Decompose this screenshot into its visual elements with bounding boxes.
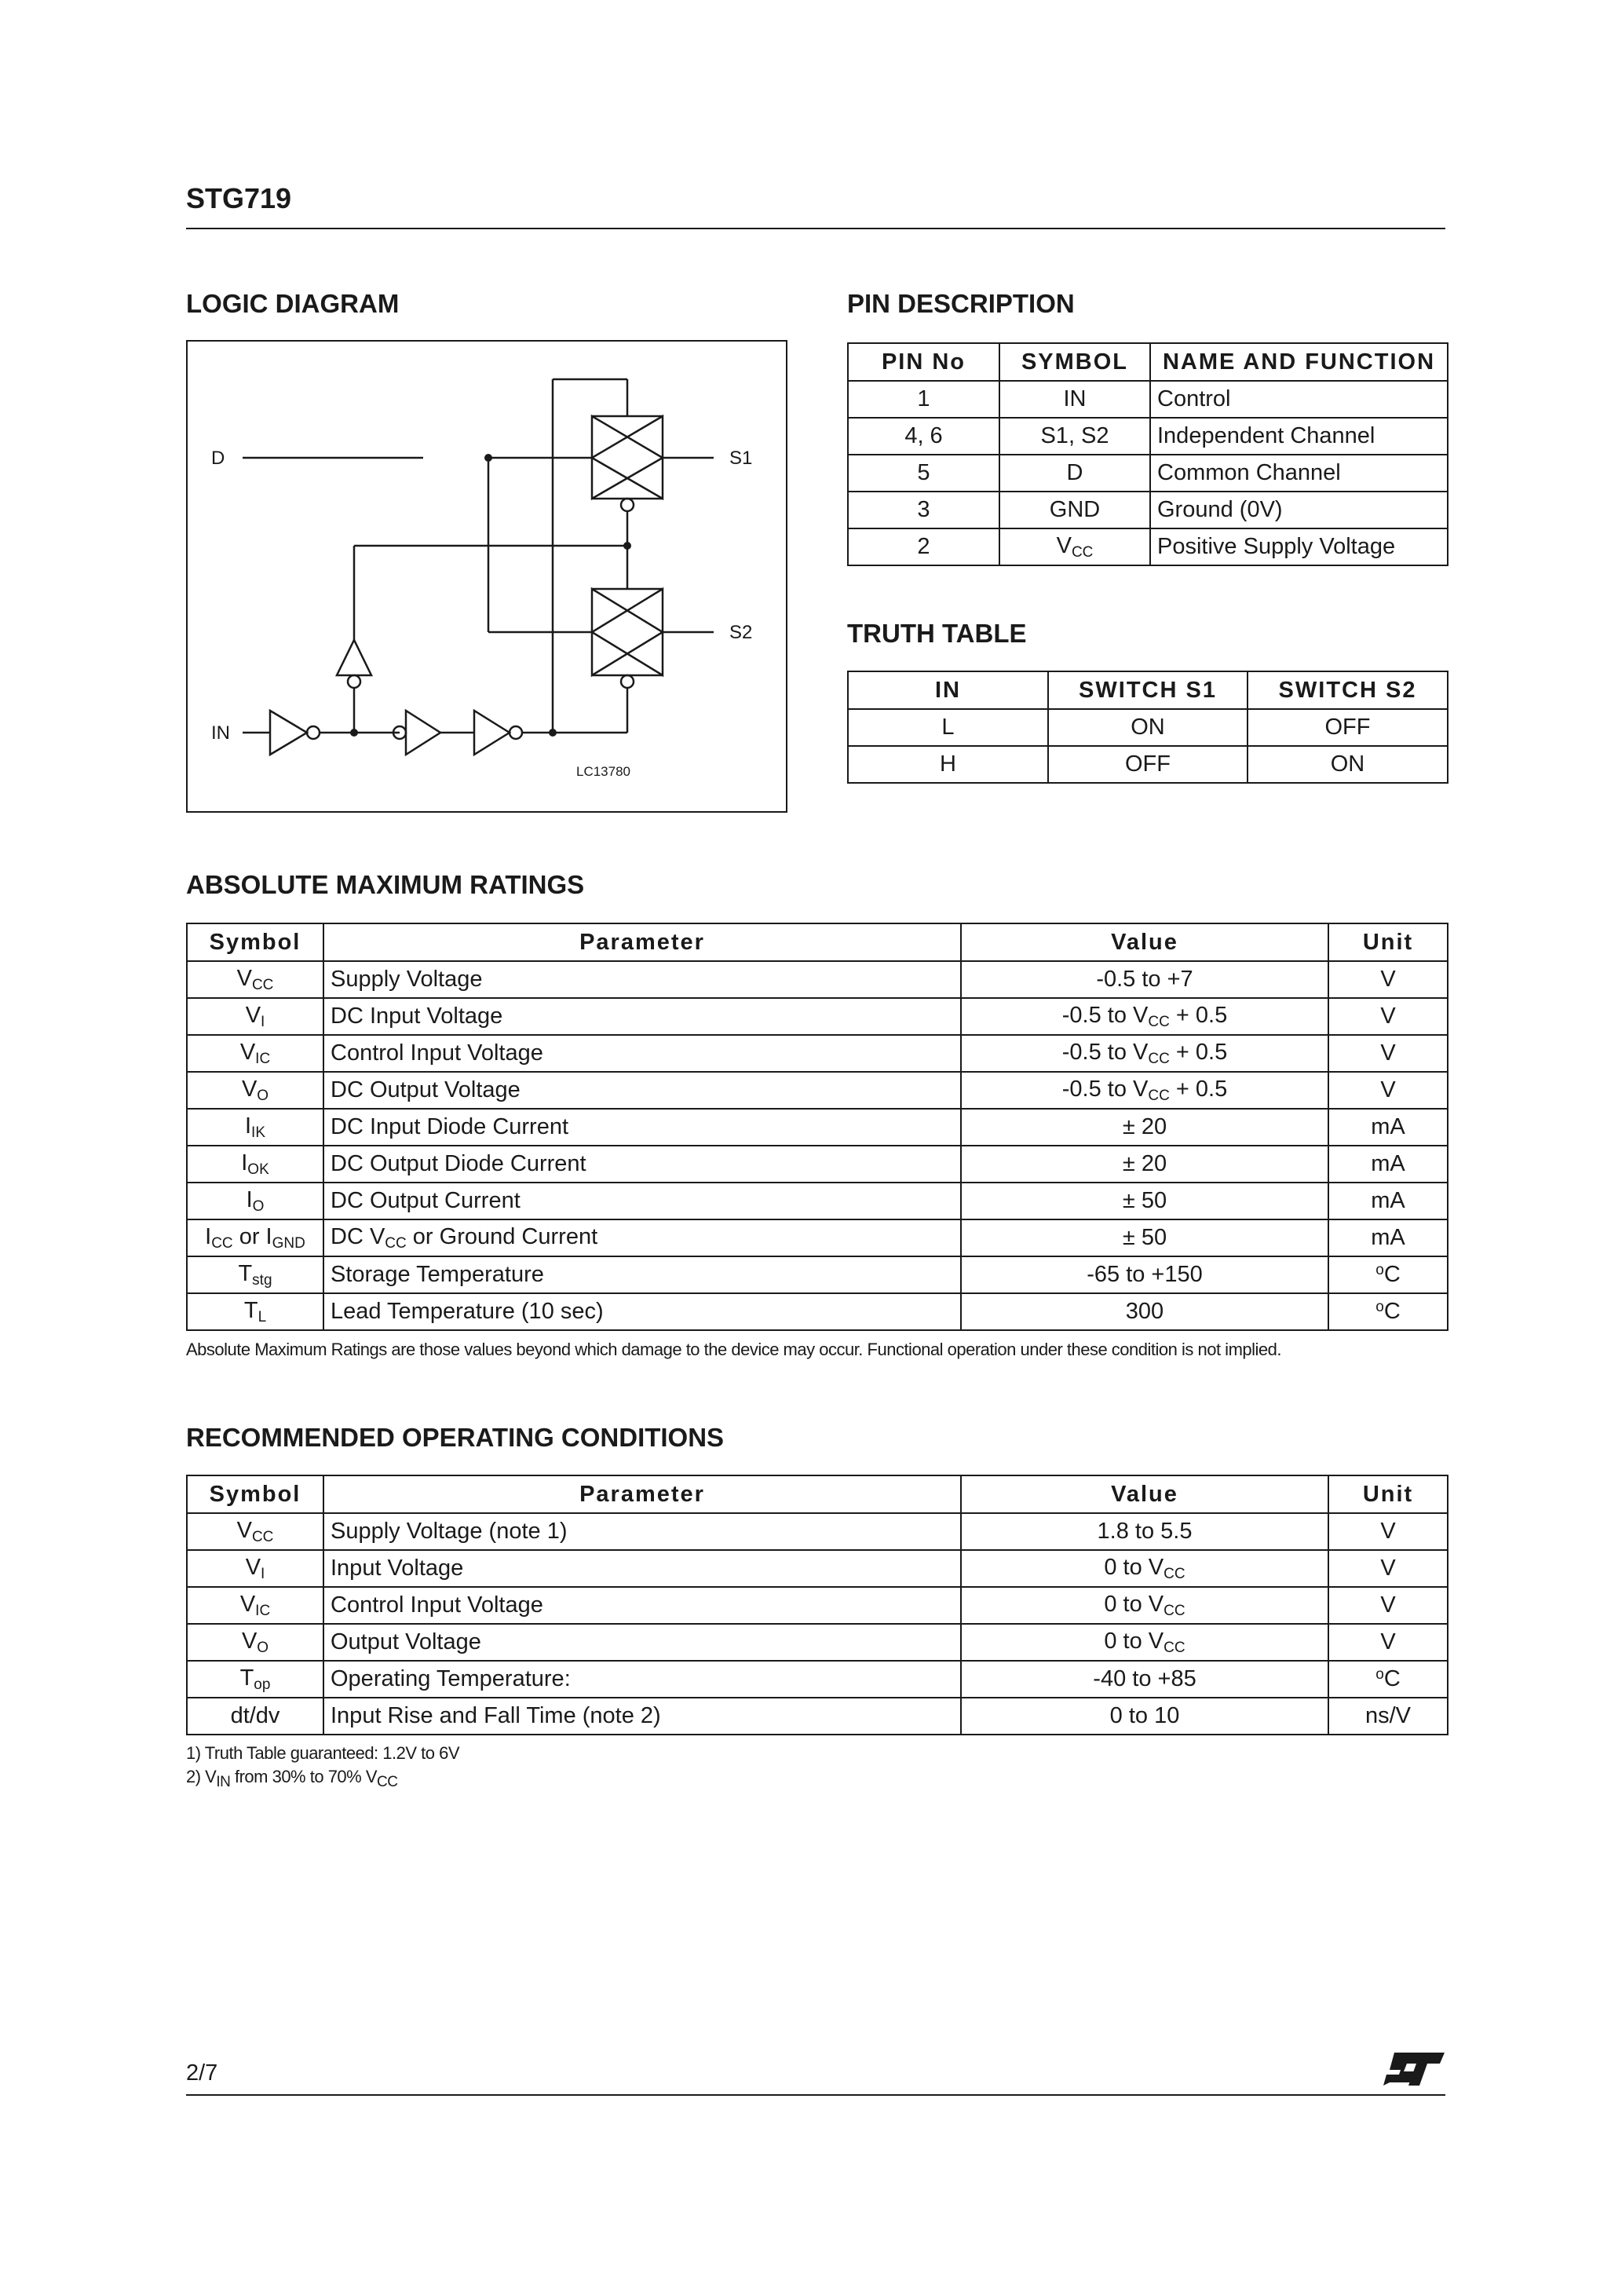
unit-cell: mA: [1328, 1146, 1448, 1183]
value-cell: -0.5 to +7: [961, 961, 1328, 998]
symbol-cell: $V_I$: [187, 1550, 323, 1587]
page-number: 2/7: [186, 2060, 218, 2086]
table-row: [187, 1072, 1448, 1109]
parameter-cell: DC Input Diode Current: [323, 1109, 961, 1146]
column-header: Value: [961, 1475, 1328, 1513]
table-header-row: [848, 671, 1448, 709]
column-header: Symbol: [187, 1475, 323, 1513]
unit-cell: V: [1328, 1550, 1448, 1587]
symbol-cell: $I_{CC}$ or $I_{GND}$: [187, 1219, 323, 1256]
value-cell: -65 to +150: [961, 1256, 1328, 1293]
value-cell: 0 to $V_{CC}$: [961, 1624, 1328, 1661]
logic-diagram-frame: [186, 340, 787, 813]
column-header: SWITCH S1: [1048, 671, 1248, 709]
symbol-cell: $V_O$: [187, 1072, 323, 1109]
table-row: [187, 1256, 1448, 1293]
parameter-cell: Supply Voltage: [323, 961, 961, 998]
cell: H: [848, 746, 1048, 783]
column-header: NAME AND FUNCTION: [1150, 343, 1448, 381]
label-s2: S2: [729, 622, 753, 643]
column-header: IN: [848, 671, 1048, 709]
unit-cell: V: [1328, 1513, 1448, 1550]
parameter-cell: Control Input Voltage: [323, 1587, 961, 1624]
footer-rule: [186, 2094, 1445, 2096]
symbol-cell: $I_{OK}$: [187, 1146, 323, 1183]
symbol-cell: $V_I$: [187, 998, 323, 1035]
st-logo-icon: [1226, 1894, 1446, 2091]
table-header-row: [187, 923, 1448, 961]
unit-cell: mA: [1328, 1219, 1448, 1256]
symbol-cell: $I_O$: [187, 1183, 323, 1219]
symbol-cell: $V_{CC}$: [187, 1513, 323, 1550]
value-cell: 0 to $V_{CC}$: [961, 1550, 1328, 1587]
value-cell: ± 50: [961, 1219, 1328, 1256]
value-cell: 0 to $V_{CC}$: [961, 1587, 1328, 1624]
symbol-cell: $V_{CC}$: [187, 961, 323, 998]
table-row: [848, 418, 1448, 455]
value-cell: -0.5 to $V_{CC} + 0.5$: [961, 1035, 1328, 1072]
label-in: IN: [211, 722, 230, 744]
pin-description-table: [847, 342, 1448, 566]
cell: 4, 6: [848, 418, 999, 455]
table-row: [187, 1146, 1448, 1183]
table-header-row: [187, 1475, 1448, 1513]
table-row: [187, 961, 1448, 998]
cell: OFF: [1048, 746, 1248, 783]
value-cell: ± 50: [961, 1183, 1328, 1219]
unit-cell: V: [1328, 1035, 1448, 1072]
cell: S1, S2: [999, 418, 1150, 455]
parameter-cell: Control Input Voltage: [323, 1035, 961, 1072]
cell: Control: [1150, 381, 1448, 418]
column-header: Parameter: [323, 1475, 961, 1513]
recommended-table: [186, 1475, 1448, 1735]
unit-cell: mA: [1328, 1109, 1448, 1146]
cell: IN: [999, 381, 1150, 418]
cell: Positive Supply Voltage: [1150, 528, 1448, 565]
pin-description-heading: PIN DESCRIPTION: [847, 289, 1075, 318]
table-row: [187, 1624, 1448, 1661]
recommended-note-2: 2) $V_{IN}$ from 30% to 70% $V_{CC}$: [186, 1767, 398, 1790]
table-row: [848, 455, 1448, 492]
absolute-max-heading: ABSOLUTE MAXIMUM RATINGS: [186, 870, 585, 899]
logic-diagram-heading: LOGIC DIAGRAM: [186, 289, 400, 318]
symbol-cell: $V_{IC}$: [187, 1035, 323, 1072]
symbol-cell: $T_{stg}$: [187, 1256, 323, 1293]
symbol-cell: $T_L$: [187, 1293, 323, 1330]
column-header: Parameter: [323, 923, 961, 961]
document-title: STG719: [186, 182, 292, 214]
cell: $V_{CC}$: [999, 528, 1150, 565]
cell: 1: [848, 381, 999, 418]
unit-cell: V: [1328, 1587, 1448, 1624]
cell: D: [999, 455, 1150, 492]
symbol-cell: $V_O$: [187, 1624, 323, 1661]
table-row: [848, 528, 1448, 565]
cell: 3: [848, 492, 999, 528]
symbol-cell: $V_{IC}$: [187, 1587, 323, 1624]
table-header-row: [848, 343, 1448, 381]
label-code: LC13780: [576, 764, 631, 779]
parameter-cell: DC Output Voltage: [323, 1072, 961, 1109]
value-cell: 1.8 to 5.5: [961, 1513, 1328, 1550]
truth-table-heading: TRUTH TABLE: [847, 619, 1027, 648]
symbol-cell: $I_{IK}$: [187, 1109, 323, 1146]
value-cell: ± 20: [961, 1109, 1328, 1146]
logic-diagram-svg: [188, 342, 786, 811]
table-row: [187, 1587, 1448, 1624]
cell: Ground (0V): [1150, 492, 1448, 528]
unit-cell: $^o$C: [1328, 1293, 1448, 1330]
logo-text: ST: [1226, 1894, 1228, 1895]
cell: ON: [1248, 746, 1448, 783]
unit-cell: $^o$C: [1328, 1256, 1448, 1293]
cell: Common Channel: [1150, 455, 1448, 492]
truth-table: [847, 671, 1448, 784]
value-cell: -0.5 to $V_{CC} + 0.5$: [961, 998, 1328, 1035]
parameter-cell: DC Output Diode Current: [323, 1146, 961, 1183]
parameter-cell: DC Output Current: [323, 1183, 961, 1219]
recommended-note-1: 1) Truth Table guaranteed: 1.2V to 6V: [186, 1743, 460, 1763]
parameter-cell: Storage Temperature: [323, 1256, 961, 1293]
table-row: [187, 1550, 1448, 1587]
table-row: [187, 1661, 1448, 1698]
cell: ON: [1048, 709, 1248, 746]
cell: 2: [848, 528, 999, 565]
table-row: [187, 1293, 1448, 1330]
header-rule: [186, 228, 1445, 229]
value-cell: -40 to +85: [961, 1661, 1328, 1698]
unit-cell: V: [1328, 1072, 1448, 1109]
unit-cell: V: [1328, 961, 1448, 998]
value-cell: ± 20: [961, 1146, 1328, 1183]
column-header: Value: [961, 923, 1328, 961]
parameter-cell: DC $V_{CC}$ or Ground Current: [323, 1219, 961, 1256]
parameter-cell: Input Voltage: [323, 1550, 961, 1587]
parameter-cell: Operating Temperature:: [323, 1661, 961, 1698]
cell: Independent Channel: [1150, 418, 1448, 455]
value-cell: 0 to 10: [961, 1698, 1328, 1735]
table-row: [187, 1035, 1448, 1072]
column-header: SYMBOL: [999, 343, 1150, 381]
absolute-max-table: [186, 923, 1448, 1331]
unit-cell: mA: [1328, 1183, 1448, 1219]
column-header: Unit: [1328, 1475, 1448, 1513]
recommended-heading: RECOMMENDED OPERATING CONDITIONS: [186, 1423, 725, 1452]
table-row: [187, 1109, 1448, 1146]
table-row: [187, 1513, 1448, 1550]
unit-cell: ns/V: [1328, 1698, 1448, 1735]
label-d: D: [211, 448, 225, 469]
table-row: [848, 746, 1448, 783]
cell: 5: [848, 455, 999, 492]
table-row: [187, 1698, 1448, 1735]
cell: GND: [999, 492, 1150, 528]
column-header: Symbol: [187, 923, 323, 961]
table-row: [187, 998, 1448, 1035]
cell: OFF: [1248, 709, 1448, 746]
table-row: [848, 492, 1448, 528]
table-row: [187, 1183, 1448, 1219]
column-header: SWITCH S2: [1248, 671, 1448, 709]
column-header: PIN No: [848, 343, 999, 381]
parameter-cell: Lead Temperature (10 sec): [323, 1293, 961, 1330]
column-header: Unit: [1328, 923, 1448, 961]
cell: L: [848, 709, 1048, 746]
symbol-cell: dt/dv: [187, 1698, 323, 1735]
unit-cell: V: [1328, 1624, 1448, 1661]
table-row: [187, 1219, 1448, 1256]
table-row: [848, 709, 1448, 746]
value-cell: -0.5 to $V_{CC} + 0.5$: [961, 1072, 1328, 1109]
unit-cell: $^o$C: [1328, 1661, 1448, 1698]
parameter-cell: DC Input Voltage: [323, 998, 961, 1035]
unit-cell: V: [1328, 998, 1448, 1035]
absolute-max-footnote: Absolute Maximum Ratings are those values beyond which damage to the device may occur. Functional operation under these condition is not implied.: [186, 1340, 1281, 1359]
label-s1: S1: [729, 448, 753, 469]
value-cell: 300: [961, 1293, 1328, 1330]
parameter-cell: Supply Voltage (note 1): [323, 1513, 961, 1550]
table-row: [848, 381, 1448, 418]
parameter-cell: Output Voltage: [323, 1624, 961, 1661]
symbol-cell: $T_{op}$: [187, 1661, 323, 1698]
parameter-cell: Input Rise and Fall Time (note 2): [323, 1698, 961, 1735]
